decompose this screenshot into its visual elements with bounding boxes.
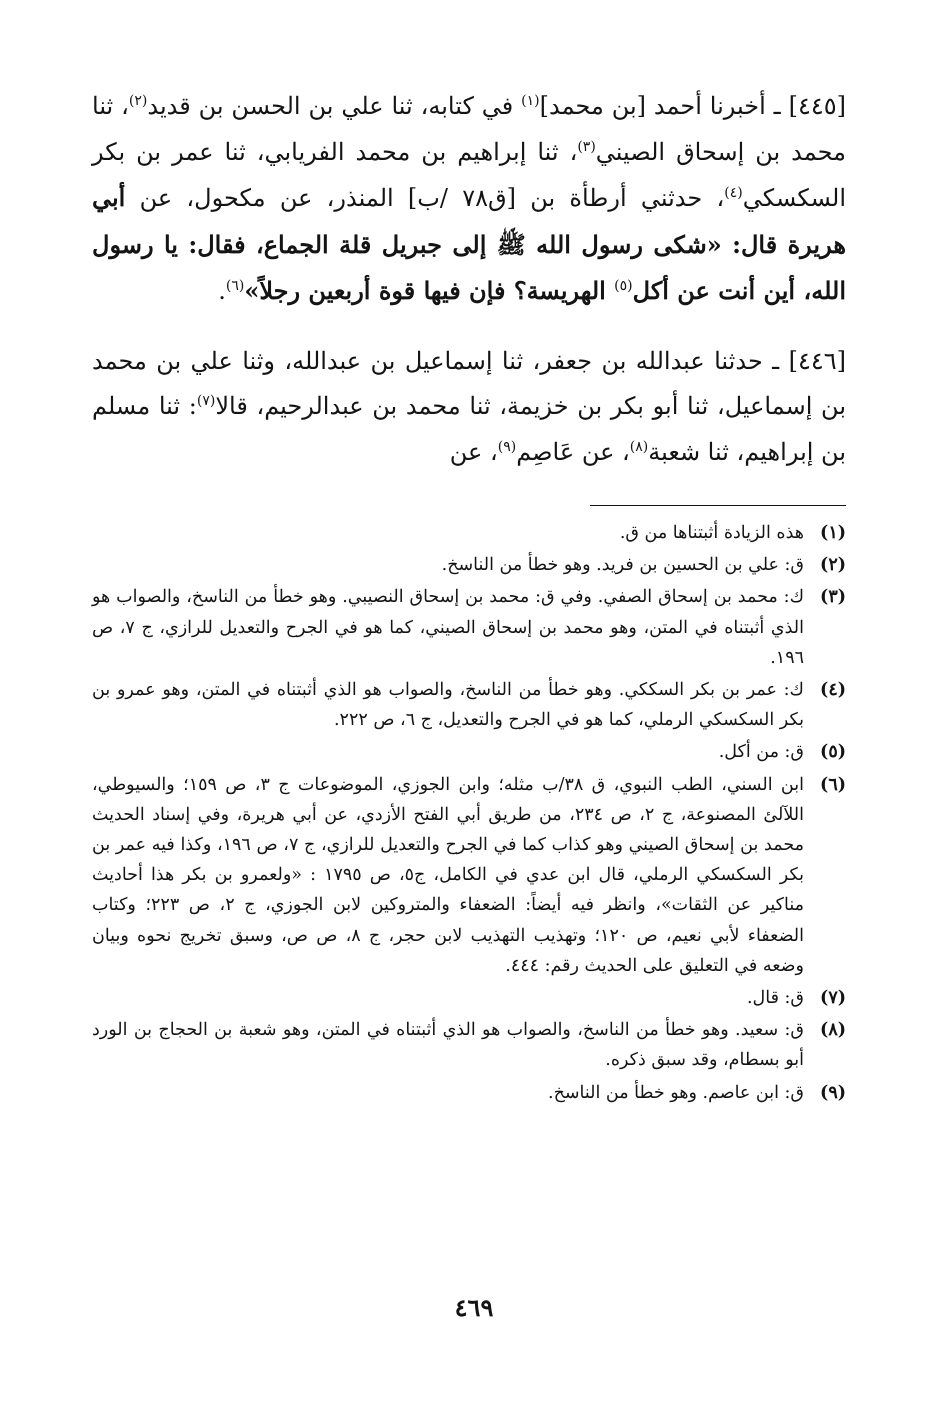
footnote-separator [590,505,846,506]
footnote-9 [92,1078,846,1108]
hadith-445-matn-a: أبي هريرة قال: «شكى رسول الله ﷺ إلى جبريل قلة الجماع، فقال: يا رسول الله، أين أنت عن أكل [92,183,846,305]
footnote-5 [92,737,846,767]
footnotes [92,518,846,1108]
footnote-text: ق: علي بن الحسين بن فريد. وهو خطأ من الناسخ. [441,555,804,576]
footnote-number: (٣) [820,587,846,608]
footnote-ref-6: (٦) [225,278,245,294]
footnote-4 [92,675,846,735]
footnote-ref-2: (٢) [128,93,148,109]
footnote-text: ابن السني، الطب النبوي، ق ٣٨/ب مثله؛ وابن الجوزي، الموضوعات ج ٣، ص ١٥٩؛ والسيوطي، اللآلئ المصنوعة، ج ٢، ص ٢٣٤، من طريق أبي الفتح الأزدي، عن أبي هريرة، وفي إسناد الحديث محمد بن إسحاق الصيني وهو كذاب كما في الجرح والتعديل للرازي، ج ٧، ص ١٩٦، وكذا فيه عمر بن بكر السكسكي الرملي، قال ابن عدي في الكامل، ج٥، ص ١٧٩٥ : «ولعمرو بن بكر هذا أحاديث مناكير عن الثقات»، وانظر فيه أيضاً: الضعفاء والمتروكين لابن الجوزي، ج ٢، ص ٢٢٣؛ وكتاب الضعفاء لأبي نعيم، ص ١٢٠؛ وتهذيب التهذيب لابن حجر، ج ٨، ص ص، وسبق تخريج نحوه وبيان وضعه في التعليق على الحديث رقم: ٤٤٤. [92,774,804,976]
hadith-445 [92,84,846,315]
footnote-number: (٤) [820,680,846,701]
hadith-445-text-b: في كتابه، ثنا علي بن الحسن بن قديد [147,92,522,120]
hadith-445-text-a: [٤٤٥] ـ أخبرنا أحمد [بن محمد] [539,92,846,120]
footnote-text: ق: من أكل. [718,742,804,763]
footnote-text: ك: محمد بن إسحاق الصفي. وفي ق: محمد بن إسحاق النصيبي. وهو خطأ من الناسخ، والصواب هو الذي أثبتناه في المتن، وهو محمد بن إسحاق الصيني، كما هو في الجرح والتعديل للرازي، ج ٧، ص ١٩٦. [92,587,804,668]
footnote-2 [92,550,846,580]
footnote-number: (٦) [820,774,846,795]
hadith-446-text-c: ، عن عَاصِم [516,437,630,466]
footnote-text: ق: قال. [746,988,804,1009]
hadith-446-text-a: [٤٤٦] ـ حدثنا عبدالله بن جعفر، ثنا إسماعيل بن عبدالله، وثنا علي بن محمد بن إسماعيل، ثنا أبو بكر بن خزيمة، ثنا محمد بن عبدالرحيم، قالا [92,346,847,420]
footnote-3 [92,582,846,673]
hadith-446-text-b: : ثنا مسلم بن إبراهيم، ثنا شعبة [92,392,846,466]
footnote-6 [92,770,846,981]
footnote-number: (١) [820,523,846,543]
footnote-number: (٧) [820,988,846,1009]
hadith-445-text-e: ، حدثني أرطأة بن [ق٧٨ /ب] المنذر، عن مكحول، عن [125,184,725,212]
footnote-number: (٥) [820,742,846,763]
footnote-text: هذه الزيادة أثبتناها من ق. [619,523,804,543]
footnote-ref-8: (٨) [629,438,649,455]
hadith-445-matn-b: الهريسة؟ فإن فيها قوة أربعين رجلاً» [244,276,615,305]
footnote-1 [92,518,846,548]
footnote-text: ق: سعيد. وهو خطأ من الناسخ، والصواب هو الذي أثبتناه في المتن، وهو شعبة بن الحجاج بن الورد أبو بسطام، وقد سبق ذكره. [92,1020,804,1071]
page-body [92,84,846,1110]
main-text [92,84,846,475]
footnote-number: (٩) [820,1082,846,1103]
page-number: ٤٦٩ [454,1293,494,1322]
footnote-text: ك: عمر بن بكر السككي. وهو خطأ من الناسخ، والصواب هو الذي أثبتناه في المتن، وهو عمرو بن بكر السكسكي الرملي، كما هو في الجرح والتعديل، ج ٦، ص ٢٢٢. [92,680,804,731]
footnote-number: (٢) [820,555,846,576]
footnote-ref-4: (٤) [724,185,743,201]
footnote-ref-1: (١) [521,93,540,109]
footnote-text: ق: ابن عاصم. وهو خطأ من الناسخ. [548,1082,804,1103]
hadith-446-text-d: ، عن [449,437,498,466]
footnote-7 [92,983,846,1013]
footnote-8 [92,1015,846,1075]
hadith-445-text-c: ، ثنا محمد بن إسحاق الصيني [92,92,847,166]
footnote-ref-9: (٩) [497,438,517,455]
hadith-445-text-d: ، ثنا إبراهيم بن محمد الفريابي، ثنا عمر بن بكر السكسكي [92,137,846,212]
hadith-445-end: . [218,277,226,305]
footnote-ref-5: (٥) [614,278,633,294]
footnote-ref-3: (٣) [577,138,596,155]
footnote-number: (٨) [820,1020,846,1041]
footnote-ref-7: (٧) [196,393,216,409]
hadith-446 [92,339,846,476]
